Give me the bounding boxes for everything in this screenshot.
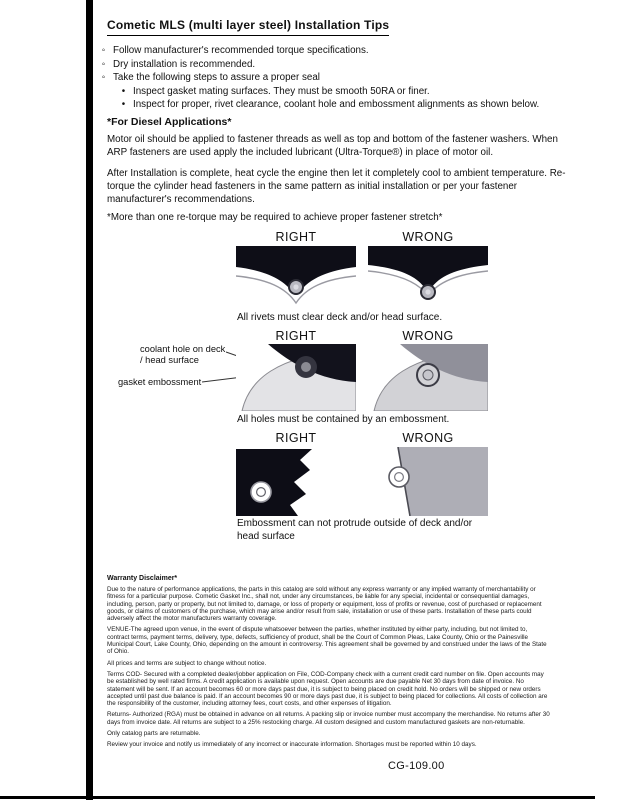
right-label: RIGHT bbox=[275, 431, 317, 445]
tips-list bbox=[99, 45, 579, 113]
list-item bbox=[99, 45, 579, 58]
open-bullet-icon: ◦ bbox=[101, 58, 106, 70]
disclaimer-paragraph: Review your invoice and notify us immediately of any incorrect or inaccurate information. Shortages must be reported within 10 days. bbox=[107, 741, 477, 749]
page-edge-bar bbox=[86, 0, 93, 800]
open-bullet-icon: ◦ bbox=[101, 45, 106, 56]
embossment-right-illustration bbox=[236, 344, 356, 411]
right-label: RIGHT bbox=[275, 230, 317, 244]
page-title: Cometic MLS (multi layer steel) Installation Tips bbox=[107, 18, 389, 36]
protrude-wrong-illustration bbox=[368, 447, 488, 516]
tip-text: Inspect for proper, rivet clearance, coolant hole and embossment alignments as shown below. bbox=[133, 99, 540, 110]
diagram-embossment-wrong bbox=[368, 344, 488, 411]
disclaimer-heading: Warranty Disclaimer* bbox=[107, 575, 178, 582]
tip-text: Take the following steps to assure a proper seal bbox=[113, 72, 320, 83]
diesel-heading: *For Diesel Applications* bbox=[107, 116, 232, 128]
tip-text: Inspect gasket mating surfaces. They must be smooth 50RA or finer. bbox=[133, 85, 430, 97]
diesel-paragraph-2: After Installation is complete, heat cycle the engine then let it completely cool to ambient temperature. Re-torque the cylinder head fasteners in the same pattern as initial installation or per your fastener manufacturer's recommendations. bbox=[107, 168, 566, 205]
rivet-wrong-illustration bbox=[368, 246, 488, 309]
page-code: CG-109.00 bbox=[388, 760, 445, 772]
diagram-rivet-right bbox=[236, 246, 356, 309]
embossment-wrong-illustration bbox=[368, 344, 488, 411]
rivet-right-illustration bbox=[236, 246, 356, 309]
row1-caption: All rivets must clear deck and/or head surface. bbox=[237, 312, 443, 323]
list-item bbox=[119, 99, 579, 112]
diesel-paragraph-1: Motor oil should be applied to fastener threads as well as top and bottom of the fastener washers. When ARP fasteners are used apply the included lubricant (Ultra-Torque®) in place of motor oil. bbox=[107, 134, 558, 158]
disclaimer-paragraph: Due to the nature of performance applications, the parts in this catalog are sold without any express warranty or any implied warranty of merchantability or fitness for a particular purpose. Cometic Gasket Inc., shall not, under any circumstances, be liable for any special, incidental or consequential damages, including, person, party or property, but not limited to, damage, or loss of property or equipment, loss of profits or revenue, cost of purchased or replacement goods, or claims of customers of the purchase, which may arise and/or result from sale, installation or use of these parts. Installation of these parts could adversely affect the motor manufacturers warranty coverage. bbox=[107, 586, 542, 623]
list-item bbox=[119, 86, 579, 99]
disclaimer-paragraph: VENUE-The agreed upon venue, in the event of dispute whatsoever between the parties, whether instituted by either party, including, but not limited to, contract terms, payment terms, delivery, type, defects, sufficiency of product, shall be the Court of Common Pleas, Lake County, Ohio or the Painesville Municipal Court, Lake County, Ohio, depending on the amount in controversy. This agreement shall be governed by and construed under the laws of the State of Ohio. bbox=[107, 626, 547, 656]
warranty-disclaimer bbox=[107, 575, 551, 753]
diagram-protrude-right bbox=[236, 447, 356, 516]
open-bullet-icon: ◦ bbox=[101, 72, 106, 83]
page-bottom-rule bbox=[0, 796, 595, 799]
list-item bbox=[99, 72, 579, 85]
disclaimer-paragraph: Only catalog parts are returnable. bbox=[107, 730, 201, 738]
right-label: RIGHT bbox=[275, 329, 317, 343]
protrude-right-illustration bbox=[236, 447, 356, 516]
diagram-rivet-wrong bbox=[368, 246, 488, 309]
diagram-embossment-right bbox=[236, 344, 356, 411]
row2-caption: All holes must be contained by an embossment. bbox=[237, 414, 450, 425]
tip-text: Follow manufacturer's recommended torque specifications. bbox=[113, 45, 369, 56]
filled-bullet-icon: • bbox=[121, 99, 126, 110]
wrong-label: WRONG bbox=[402, 230, 454, 244]
wrong-label: WRONG bbox=[402, 431, 454, 445]
diagram-protrude-wrong bbox=[368, 447, 488, 516]
disclaimer-paragraph: All prices and terms are subject to change without notice. bbox=[107, 659, 267, 667]
list-item bbox=[99, 59, 579, 72]
disclaimer-paragraph: Returns- Authorized (RGA) must be obtained in advance on all returns. A packing slip or invoice number must accompany the merchandise. No returns after 30 days from invoice date. All returns are subject to a 25% restocking charge. All custom designed and custom manufactured gaskets are non-returnable. bbox=[107, 711, 550, 726]
gasket-embossment-annotation: gasket embossment bbox=[118, 377, 202, 387]
row3-caption: Embossment can not protrude outside of deck and/or head surface bbox=[237, 518, 473, 542]
disclaimer-paragraph: Terms COD- Secured with a completed dealer/jobber application on File, COD-Company check with a current credit card number on file. Open accounts may be established by well rated firms. A credit application is available upon request. Open accounts are due payable Net 30 days from date of invoice. No statement will be sent. If an account becomes 60 or more days past due, it is subject to being placed on credit hold. No orders will be shipped or new orders accepted until past due balance is paid. If an account becomes 90 or more days past due, it is subject to being placed for collections. All costs of collection are the responsibility of the customer, including attorney fees, court costs, and other expenses of litigation. bbox=[107, 670, 548, 708]
tip-text: Dry installation is recommended. bbox=[113, 58, 256, 70]
retorque-note: *More than one re-torque may be required to achieve proper fastener stretch* bbox=[107, 212, 443, 223]
wrong-label: WRONG bbox=[402, 329, 454, 343]
coolant-hole-annotation: coolant hole on deck / head surface bbox=[140, 344, 226, 365]
filled-bullet-icon: • bbox=[121, 85, 126, 97]
